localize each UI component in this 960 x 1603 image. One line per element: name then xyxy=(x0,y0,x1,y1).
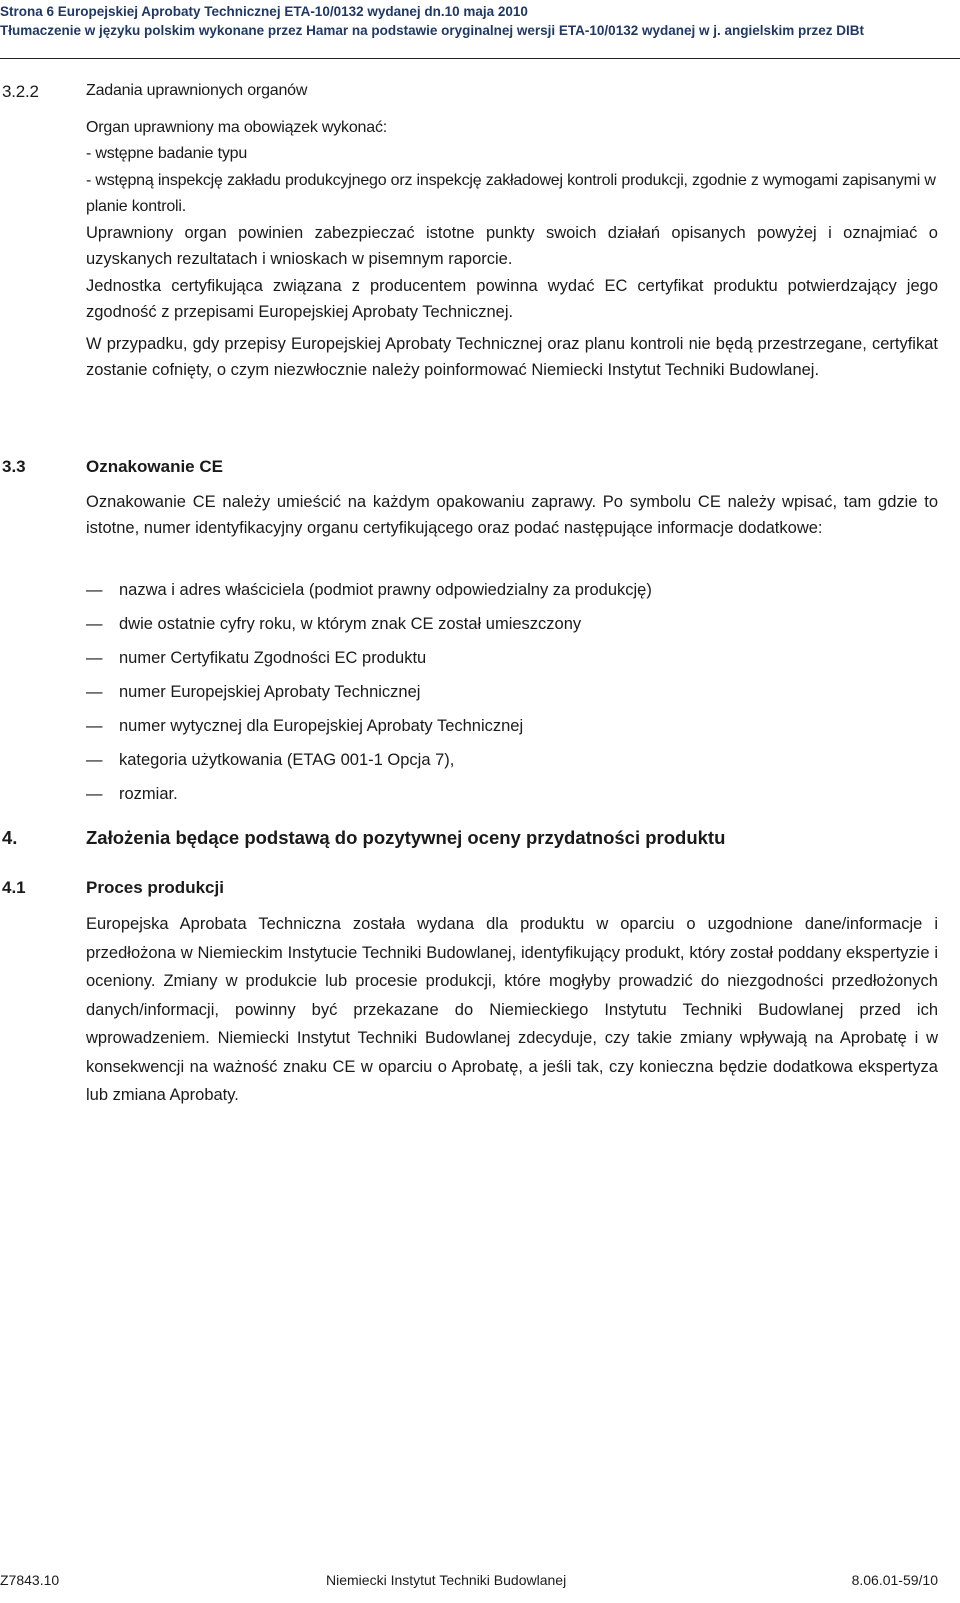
dash-bullet-icon: — xyxy=(86,649,103,667)
section-number: 4. xyxy=(2,827,18,848)
dash-bullet-icon: — xyxy=(86,615,103,633)
list-item: — dwie ostatnie cyfry roku, w którym znak CE został umieszczony xyxy=(86,611,938,645)
section-title: Oznakowanie CE xyxy=(86,457,223,476)
paragraph: - wstępną inspekcję zakładu produkcyjnego orz inspekcję zakładowej kontroli produkcji, zgodnie z wymogami zapisanymi w planie kontroli. xyxy=(86,172,936,215)
paragraph: W przypadku, gdy przepisy Europejskiej Aprobaty Technicznej oraz planu kontroli nie będą przestrzegane, certyfikat zostanie cofnięty, o czym niezwłocznie należy poinformować Niemiecki Instytut Techniki Budowlanej. xyxy=(86,335,938,379)
list-item: — rozmiar. xyxy=(86,781,938,815)
section-title: Proces produkcji xyxy=(86,878,224,897)
section-number: 3.2.2 xyxy=(2,82,39,101)
paragraph: Oznakowanie CE należy umieścić na każdym opakowaniu zaprawy. Po symbolu CE należy wpisać, tam gdzie to istotne, numer identyfikacyjny organu certyfikującego oraz podać następujące informacje dodatkowe: xyxy=(86,493,938,537)
dash-bullet-icon: — xyxy=(86,683,103,701)
footer-document-code: Z7843.10 xyxy=(0,1572,60,1588)
page-header xyxy=(0,0,960,59)
section-number: 3.3 xyxy=(2,457,26,476)
paragraph: Uprawniony organ powinien zabezpieczać istotne punkty swoich działań opisanych powyżej i oznajmiać o uzyskanych rezultatach i wnioskach w pisemnym raporcie. xyxy=(86,224,938,268)
dash-bullet-icon: — xyxy=(86,785,103,803)
list-item: — numer Certyfikatu Zgodności EC produktu xyxy=(86,645,938,679)
section-number: 4.1 xyxy=(2,878,26,897)
paragraph: Europejska Aprobata Techniczna została wydana dla produktu w oparciu o uzgodnione dane/informacje i przedłożona w Niemieckim Instytucie Techniki Budowlanej, identyfikujący produkt, który został poddany ekspertyzie i oceniony. Zmiany w produkcie lub procesie produkcji, które mogłyby prowadzić do niezgodności przedłożonych danych/informacji, powinny być przekazane do Niemieckiego Instytutu Techniki Budowlanej przed ich wprowadzeniem. Niemiecki Instytut Techniki Budowlanej zdecyduje, czy takie zmiany wpływają na Aprobatę i w konsekwencji na ważność znaku CE w oparciu o Aprobatę, a jeśli tak, czy konieczna będzie dodatkowa ekspertyza lub zmiana Aprobaty. xyxy=(86,915,938,1104)
footer-reference-number: 8.06.01-59/10 xyxy=(851,1572,938,1588)
header-page-info: Strona 6 Europejskiej Aprobaty Technicznej ETA-10/0132 wydanej dn.10 maja 2010 xyxy=(0,4,528,19)
dash-bullet-icon: — xyxy=(86,581,103,599)
section-title: Założenia będące podstawą do pozytywnej oceny przydatności produktu xyxy=(86,827,726,848)
list-item: — numer wytycznej dla Europejskiej Aprobaty Technicznej xyxy=(86,713,938,747)
list-item: — numer Europejskiej Aprobaty Technicznej xyxy=(86,679,938,713)
paragraph: Organ uprawniony ma obowiązek wykonać: xyxy=(86,119,388,136)
section-title: Zadania uprawnionych organów xyxy=(86,82,308,99)
paragraph: Jednostka certyfikująca związana z producentem powinna wydać EC certyfikat produktu potwierdzający jego zgodność z przepisami Europejskiej Aprobaty Technicznej. xyxy=(86,277,938,321)
dash-bullet-icon: — xyxy=(86,717,103,735)
footer-institute: Niemiecki Instytut Techniki Budowlanej xyxy=(326,1572,567,1588)
paragraph: - wstępne badanie typu xyxy=(86,145,248,162)
list-item: — kategoria użytkowania (ETAG 001-1 Opcja 7), xyxy=(86,747,938,781)
list-item: — nazwa i adres właściciela (podmiot prawny odpowiedzialny za produkcję) xyxy=(86,577,938,611)
dash-bullet-icon: — xyxy=(86,751,103,769)
ce-info-list xyxy=(86,577,938,815)
header-translation-note: Tłumaczenie w języku polskim wykonane przez Hamar na podstawie oryginalnej wersji ETA-10/0132 wydanej w j. angielskim przez DIBt xyxy=(0,23,865,38)
